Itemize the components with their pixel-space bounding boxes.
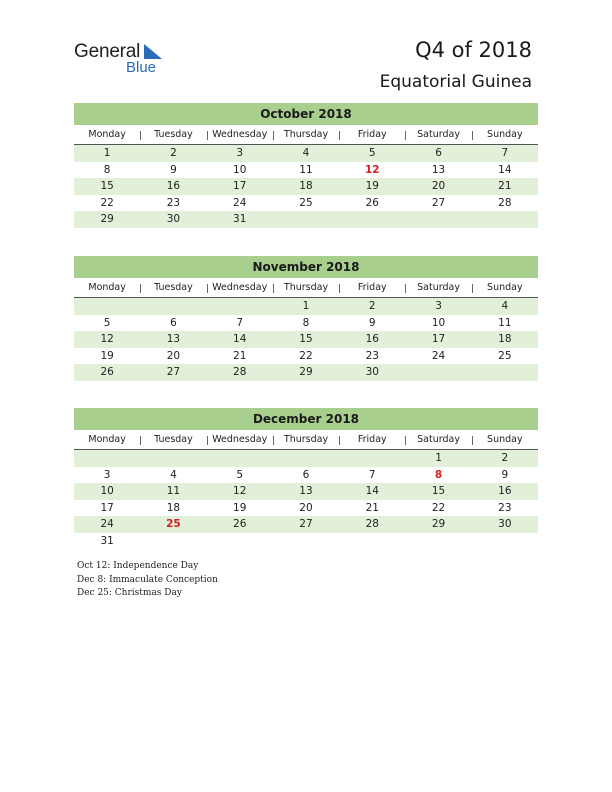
day-cell: 22 xyxy=(100,196,114,209)
day-cell: 18 xyxy=(498,333,512,345)
week-row xyxy=(74,178,538,195)
weekday-label: Thursday xyxy=(273,278,339,297)
month-title: November 2018 xyxy=(74,256,538,278)
week-row xyxy=(74,348,538,365)
day-cell: 10 xyxy=(431,316,446,329)
day-cell: 7 xyxy=(368,468,376,481)
holiday-day-cell: 25 xyxy=(166,518,181,530)
day-cell xyxy=(472,533,538,550)
weekday-label: Monday xyxy=(88,282,126,293)
weekday-header-row xyxy=(74,278,538,298)
day-cell: 19 xyxy=(100,349,114,362)
day-cell: 14 xyxy=(498,163,512,176)
day-cell: 5 xyxy=(236,468,244,481)
weekday-label: Friday xyxy=(339,125,405,144)
day-cell xyxy=(140,298,206,315)
day-cell: 2 xyxy=(501,452,509,464)
day-cell: 3 xyxy=(435,300,442,312)
day-cell: 4 xyxy=(501,300,509,312)
day-cell xyxy=(472,364,538,381)
generalblue-logo xyxy=(74,41,174,77)
day-cell: 23 xyxy=(498,501,512,514)
week-row xyxy=(74,162,538,179)
day-cell xyxy=(405,364,471,381)
day-cell: 21 xyxy=(233,349,247,362)
day-cell: 27 xyxy=(166,366,181,378)
day-cell: 24 xyxy=(233,196,247,209)
day-cell: 21 xyxy=(498,180,512,192)
country-name: Equatorial Guinea xyxy=(379,72,532,92)
day-cell: 20 xyxy=(166,349,181,362)
week-row xyxy=(74,211,538,228)
day-cell: 7 xyxy=(501,147,509,159)
day-cell: 12 xyxy=(233,485,247,497)
day-cell: 28 xyxy=(498,196,512,209)
day-cell: 28 xyxy=(365,518,379,530)
day-cell: 29 xyxy=(299,366,313,378)
day-cell: 15 xyxy=(100,180,114,192)
day-cell: 4 xyxy=(302,147,310,159)
day-cell: 22 xyxy=(299,349,313,362)
day-cell: 17 xyxy=(233,180,247,192)
day-cell: 15 xyxy=(431,485,446,497)
day-cell: 1 xyxy=(103,147,111,159)
week-row xyxy=(74,500,538,517)
day-cell: 16 xyxy=(166,180,181,192)
week-row xyxy=(74,467,538,484)
day-cell: 1 xyxy=(302,300,310,312)
day-cell: 10 xyxy=(100,485,114,497)
week-row xyxy=(74,315,538,332)
day-cell: 19 xyxy=(365,180,379,192)
holiday-note: Dec 8: Immaculate Conception xyxy=(77,574,218,585)
weeks-container xyxy=(74,450,538,549)
weekday-label: Tuesday xyxy=(140,430,206,449)
day-cell: 10 xyxy=(233,163,247,176)
day-cell: 31 xyxy=(233,213,247,225)
day-cell: 13 xyxy=(166,333,181,345)
day-cell: 6 xyxy=(435,147,442,159)
day-cell: 5 xyxy=(368,147,376,159)
day-cell: 9 xyxy=(368,316,376,329)
week-row xyxy=(74,483,538,500)
month-calendar-october xyxy=(74,103,538,228)
day-cell: 2 xyxy=(368,300,376,312)
day-cell: 31 xyxy=(100,534,114,547)
day-cell: 17 xyxy=(100,501,114,514)
holiday-notes xyxy=(77,560,218,601)
day-cell xyxy=(140,450,206,467)
day-cell xyxy=(207,533,273,550)
day-cell: 11 xyxy=(299,163,313,176)
day-cell: 27 xyxy=(299,518,313,530)
day-cell xyxy=(405,533,471,550)
day-cell: 15 xyxy=(299,333,313,345)
weekday-label: Sunday xyxy=(472,430,538,449)
day-cell: 7 xyxy=(236,316,244,329)
day-cell: 25 xyxy=(299,196,313,209)
logo-blue-text: Blue xyxy=(126,59,157,76)
weekday-label: Monday xyxy=(88,129,126,140)
day-cell: 12 xyxy=(100,333,114,345)
weekday-label: Saturday xyxy=(405,125,471,144)
weeks-container xyxy=(74,145,538,228)
day-cell: 5 xyxy=(103,316,111,329)
day-cell: 23 xyxy=(365,349,379,362)
day-cell: 3 xyxy=(236,147,244,159)
weekday-label: Friday xyxy=(339,430,405,449)
day-cell: 18 xyxy=(166,501,181,514)
day-cell: 13 xyxy=(299,485,313,497)
day-cell: 19 xyxy=(233,501,247,514)
day-cell: 26 xyxy=(233,518,247,530)
day-cell: 11 xyxy=(166,485,181,497)
weekday-label: Thursday xyxy=(273,430,339,449)
month-calendar-november xyxy=(74,256,538,381)
day-cell: 9 xyxy=(170,163,177,176)
weekday-label: Saturday xyxy=(405,278,471,297)
day-cell: 26 xyxy=(365,196,379,209)
weekday-label: Monday xyxy=(88,434,126,445)
day-cell xyxy=(339,211,405,228)
day-cell xyxy=(339,450,405,467)
day-cell: 20 xyxy=(431,180,446,192)
month-calendar-december xyxy=(74,408,538,549)
month-title: October 2018 xyxy=(74,103,538,125)
day-cell: 16 xyxy=(365,333,379,345)
logo-general-text: General xyxy=(74,41,141,62)
day-cell xyxy=(273,450,339,467)
holiday-note: Dec 25: Christmas Day xyxy=(77,588,182,598)
week-row xyxy=(74,298,538,315)
day-cell xyxy=(472,211,538,228)
day-cell: 29 xyxy=(100,213,114,225)
day-cell: 18 xyxy=(299,180,313,192)
weekday-label: Friday xyxy=(339,278,405,297)
day-cell: 30 xyxy=(166,213,181,225)
day-cell: 1 xyxy=(435,452,442,464)
day-cell: 3 xyxy=(103,468,111,481)
day-cell xyxy=(74,298,140,315)
weekday-label: Sunday xyxy=(472,278,538,297)
day-cell: 28 xyxy=(233,366,247,378)
day-cell: 8 xyxy=(103,163,111,176)
day-cell xyxy=(273,533,339,550)
day-cell xyxy=(207,450,273,467)
day-cell: 8 xyxy=(302,316,310,329)
day-cell xyxy=(140,533,206,550)
day-cell: 21 xyxy=(365,501,379,514)
day-cell: 6 xyxy=(170,316,177,329)
holiday-day-cell: 12 xyxy=(364,163,380,176)
week-row xyxy=(74,516,538,533)
day-cell: 30 xyxy=(365,366,379,378)
month-title: December 2018 xyxy=(74,408,538,430)
day-cell: 9 xyxy=(501,468,509,481)
day-cell: 2 xyxy=(170,147,177,159)
weekday-header-row xyxy=(74,430,538,450)
weekday-label: Saturday xyxy=(405,430,471,449)
day-cell: 22 xyxy=(431,501,446,514)
day-cell xyxy=(273,211,339,228)
day-cell: 14 xyxy=(233,333,247,345)
day-cell: 29 xyxy=(431,518,446,530)
day-cell: 27 xyxy=(431,196,446,209)
day-cell: 6 xyxy=(302,468,310,481)
day-cell: 4 xyxy=(170,468,177,481)
weekday-label: Tuesday xyxy=(140,278,206,297)
day-cell: 14 xyxy=(365,485,379,497)
day-cell xyxy=(405,211,471,228)
week-row xyxy=(74,364,538,381)
week-row xyxy=(74,450,538,467)
day-cell xyxy=(207,298,273,315)
weekday-label: Sunday xyxy=(472,125,538,144)
weekday-label: Wednesday xyxy=(207,125,273,144)
weeks-container xyxy=(74,298,538,381)
day-cell: 23 xyxy=(166,196,181,209)
weekday-header-row xyxy=(74,125,538,145)
day-cell: 24 xyxy=(100,518,114,530)
weekday-label: Wednesday xyxy=(207,430,273,449)
week-row xyxy=(74,195,538,212)
week-row xyxy=(74,145,538,162)
weekday-label: Wednesday xyxy=(207,278,273,297)
day-cell: 11 xyxy=(498,316,512,329)
day-cell xyxy=(339,533,405,550)
day-cell: 30 xyxy=(498,518,512,530)
weekday-label: Tuesday xyxy=(140,125,206,144)
day-cell: 26 xyxy=(100,366,114,378)
day-cell: 13 xyxy=(431,163,446,176)
holiday-note: Oct 12: Independence Day xyxy=(77,561,199,571)
day-cell: 17 xyxy=(431,333,446,345)
weekday-label: Thursday xyxy=(273,125,339,144)
day-cell: 16 xyxy=(498,485,512,497)
day-cell: 25 xyxy=(498,349,512,362)
day-cell: 20 xyxy=(299,501,313,514)
week-row xyxy=(74,533,538,550)
week-row xyxy=(74,331,538,348)
day-cell xyxy=(74,450,140,467)
day-cell: 24 xyxy=(431,349,446,362)
page-title: Q4 of 2018 xyxy=(415,38,532,62)
holiday-day-cell: 8 xyxy=(434,468,443,481)
